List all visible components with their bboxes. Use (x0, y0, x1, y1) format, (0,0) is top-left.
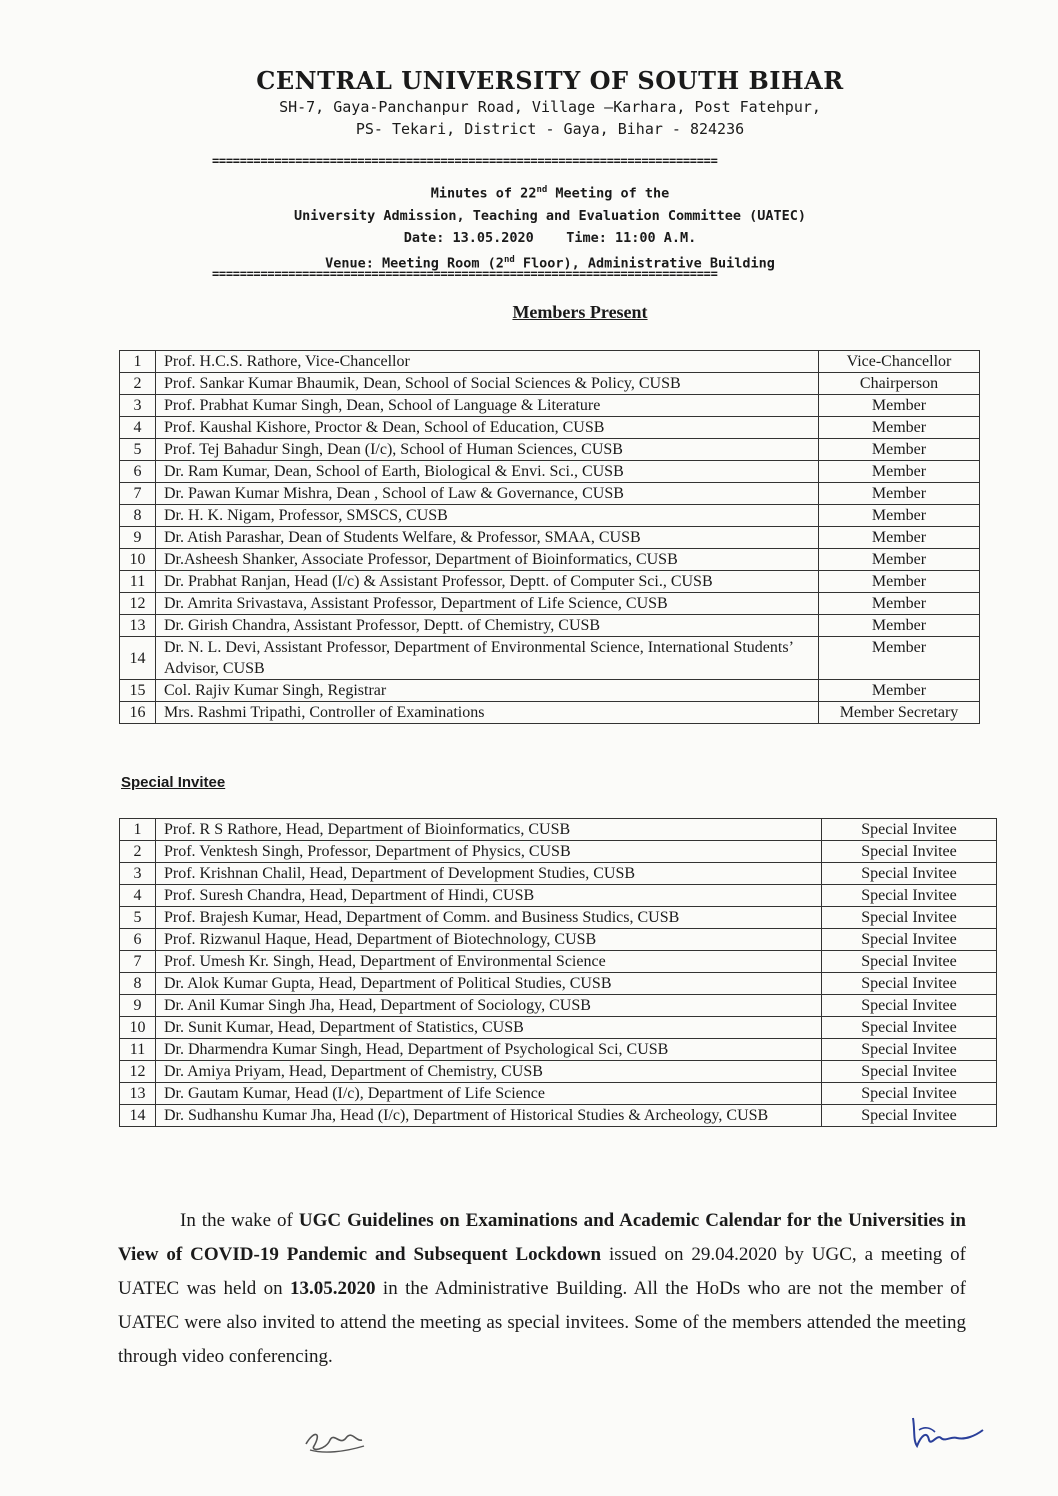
member-name: Col. Rajiv Kumar Singh, Registrar (156, 680, 819, 702)
member-serial: 4 (120, 417, 156, 439)
member-role: Member (819, 571, 980, 593)
invitee-name: Prof. Rizwanul Haque, Head, Department of Biotechnology, CUSB (156, 929, 822, 951)
member-serial: 16 (120, 702, 156, 724)
invitee-name: Prof. Suresh Chandra, Head, Department of Hindi, CUSB (156, 885, 822, 907)
member-name: Prof. Prabhat Kumar Singh, Dean, School of Language & Literature (156, 395, 819, 417)
member-serial: 5 (120, 439, 156, 461)
invitee-row (120, 1039, 997, 1061)
member-row (120, 702, 980, 724)
invitee-row (120, 885, 997, 907)
member-row (120, 461, 980, 483)
invitee-row (120, 819, 997, 841)
member-row (120, 417, 980, 439)
invitee-serial: 4 (120, 885, 156, 907)
invitee-serial: 3 (120, 863, 156, 885)
member-name: Dr. Atish Parashar, Dean of Students Welfare, & Professor, SMAA, CUSB (156, 527, 819, 549)
member-serial: 7 (120, 483, 156, 505)
member-role: Member (819, 593, 980, 615)
invitee-name: Dr. Gautam Kumar, Head (I/c), Department of Life Science (156, 1083, 822, 1105)
invitee-name: Dr. Anil Kumar Singh Jha, Head, Department of Sociology, CUSB (156, 995, 822, 1017)
members-table (119, 350, 980, 724)
invitee-row (120, 973, 997, 995)
member-name: Dr.Asheesh Shanker, Associate Professor, Department of Bioinformatics, CUSB (156, 549, 819, 571)
member-role: Member (819, 505, 980, 527)
invitee-name: Dr. Amiya Priyam, Head, Department of Chemistry, CUSB (156, 1061, 822, 1083)
member-row (120, 571, 980, 593)
member-name: Prof. H.C.S. Rathore, Vice-Chancellor (156, 351, 819, 373)
signature-right (905, 1410, 987, 1454)
member-serial: 3 (120, 395, 156, 417)
member-name: Mrs. Rashmi Tripathi, Controller of Examinations (156, 702, 819, 724)
invitee-serial: 10 (120, 1017, 156, 1039)
invitee-serial: 11 (120, 1039, 156, 1061)
member-serial: 1 (120, 351, 156, 373)
member-role: Member (819, 461, 980, 483)
member-row (120, 439, 980, 461)
member-serial: 13 (120, 615, 156, 637)
member-role: Member (819, 527, 980, 549)
invitee-serial: 8 (120, 973, 156, 995)
invitee-serial: 2 (120, 841, 156, 863)
invitee-serial: 9 (120, 995, 156, 1017)
letterhead (0, 66, 1058, 139)
member-role: Member (819, 395, 980, 417)
member-role: Member (819, 680, 980, 702)
invitee-name: Prof. Krishnan Chalil, Head, Department of Development Studies, CUSB (156, 863, 822, 885)
member-name: Dr. Pawan Kumar Mishra, Dean , School of Law & Governance, CUSB (156, 483, 819, 505)
invitee-name: Prof. Venktesh Singh, Professor, Department of Physics, CUSB (156, 841, 822, 863)
invitee-row (120, 863, 997, 885)
member-role: Member (819, 615, 980, 637)
invitee-role: Special Invitee (822, 1017, 997, 1039)
invitee-serial: 7 (120, 951, 156, 973)
member-serial: 6 (120, 461, 156, 483)
invitee-row (120, 1105, 997, 1127)
invitee-role: Special Invitee (822, 1061, 997, 1083)
invitee-role: Special Invitee (822, 1039, 997, 1061)
member-name: Dr. N. L. Devi, Assistant Professor, Department of Environmental Science, International Students’ Advisor, CUSB (156, 637, 819, 680)
member-serial: 14 (120, 637, 156, 680)
member-serial: 8 (120, 505, 156, 527)
member-name: Dr. H. K. Nigam, Professor, SMSCS, CUSB (156, 505, 819, 527)
invitee-row (120, 1083, 997, 1105)
member-name: Dr. Amrita Srivastava, Assistant Professor, Department of Life Science, CUSB (156, 593, 819, 615)
member-serial: 2 (120, 373, 156, 395)
invitee-name: Prof. Brajesh Kumar, Head, Department of Comm. and Business Studics, CUSB (156, 907, 822, 929)
invitee-serial: 1 (120, 819, 156, 841)
invitee-role: Special Invitee (822, 973, 997, 995)
invitee-row (120, 1061, 997, 1083)
initials-signature-left (300, 1420, 370, 1456)
member-row (120, 505, 980, 527)
invitee-name: Dr. Sudhanshu Kumar Jha, Head (I/c), Department of Historical Studies & Archeology, CUSB (156, 1105, 822, 1127)
member-role: Member Secretary (819, 702, 980, 724)
invitee-role: Special Invitee (822, 907, 997, 929)
invitee-role: Special Invitee (822, 885, 997, 907)
meeting-title: Minutes of 22nd Meeting of the (430, 185, 670, 202)
invitee-role: Special Invitee (822, 1105, 997, 1127)
invitee-name: Dr. Alok Kumar Gupta, Head, Department of Political Studies, CUSB (156, 973, 822, 995)
invitee-role: Special Invitee (822, 841, 997, 863)
member-role: Member (819, 637, 980, 680)
invitee-row (120, 929, 997, 951)
invitee-role: Special Invitee (822, 1083, 997, 1105)
member-role: Member (819, 417, 980, 439)
member-row (120, 395, 980, 417)
invitee-role: Special Invitee (822, 995, 997, 1017)
member-name: Dr. Prabhat Ranjan, Head (I/c) & Assistant Professor, Deptt. of Computer Sci., CUSB (156, 571, 819, 593)
member-row (120, 483, 980, 505)
invitee-serial: 12 (120, 1061, 156, 1083)
invitee-row (120, 841, 997, 863)
member-row (120, 527, 980, 549)
minutes-paragraph: In the wake of UGC Guidelines on Examinations and Academic Calendar for the Universities in View of COVID-19 Pandemic and Subsequent Lockdown issued on 29.04.2020 by UGC, a meeting of UATEC was held on 13.05.2020 in the Administrative Building. All the HoDs who are not the member of UATEC were also invited to attend the meeting as special invitees. Some of the members attended the meeting through video conferencing. (118, 1210, 966, 1367)
member-name: Prof. Sankar Kumar Bhaumik, Dean, School of Social Sciences & Policy, CUSB (156, 373, 819, 395)
invitee-row (120, 995, 997, 1017)
meeting-details (0, 179, 1058, 274)
member-name: Dr. Girish Chandra, Assistant Professor, Deptt. of Chemistry, CUSB (156, 615, 819, 637)
meeting-date-time: Date: 13.05.2020 Time: 11:00 A.M. (403, 229, 697, 246)
member-serial: 10 (120, 549, 156, 571)
member-row (120, 351, 980, 373)
invitee-serial: 14 (120, 1105, 156, 1127)
invitee-role: Special Invitee (822, 819, 997, 841)
member-name: Dr. Ram Kumar, Dean, School of Earth, Biological & Envi. Sci., CUSB (156, 461, 819, 483)
member-serial: 9 (120, 527, 156, 549)
invitee-role: Special Invitee (822, 929, 997, 951)
separator-rule-top: ========================================================================= (212, 155, 718, 167)
invitee-row (120, 951, 997, 973)
member-serial: 12 (120, 593, 156, 615)
member-row (120, 680, 980, 702)
invitee-name: Dr. Dharmendra Kumar Singh, Head, Department of Psychological Sci, CUSB (156, 1039, 822, 1061)
invitee-serial: 5 (120, 907, 156, 929)
invitee-name: Prof. R S Rathore, Head, Department of Bioinformatics, CUSB (156, 819, 822, 841)
address-line-1: SH-7, Gaya-Panchanpur Road, Village –Karhara, Post Fatehpur, (279, 98, 821, 116)
invitee-serial: 6 (120, 929, 156, 951)
member-name: Prof. Kaushal Kishore, Proctor & Dean, School of Education, CUSB (156, 417, 819, 439)
invitee-role: Special Invitee (822, 863, 997, 885)
invitee-row (120, 1017, 997, 1039)
member-row (120, 637, 980, 680)
invitee-name: Prof. Umesh Kr. Singh, Head, Department of Environmental Science (156, 951, 822, 973)
member-role: Member (819, 483, 980, 505)
member-row (120, 615, 980, 637)
committee-name: University Admission, Teaching and Evaluation Committee (UATEC) (293, 207, 807, 224)
university-name: CENTRAL UNIVERSITY OF SOUTH BIHAR (256, 66, 844, 95)
member-serial: 15 (120, 680, 156, 702)
special-invitee-table (119, 818, 997, 1127)
invitee-role: Special Invitee (822, 951, 997, 973)
member-role: Member (819, 549, 980, 571)
invitee-row (120, 907, 997, 929)
separator-rule-bottom: ========================================================================= (212, 268, 718, 280)
special-invitee-heading: Special Invitee (121, 774, 226, 791)
member-role: Chairperson (819, 373, 980, 395)
member-row (120, 593, 980, 615)
invitee-serial: 13 (120, 1083, 156, 1105)
member-role: Member (819, 439, 980, 461)
meeting-venue: Venue: Meeting Room (2nd Floor), Administrative Building (325, 254, 775, 271)
members-present-heading: Members Present (512, 302, 648, 322)
invitee-name: Dr. Sunit Kumar, Head, Department of Statistics, CUSB (156, 1017, 822, 1039)
member-row (120, 373, 980, 395)
address-line-2: PS- Tekari, District - Gaya, Bihar - 824236 (355, 120, 745, 138)
member-serial: 11 (120, 571, 156, 593)
member-role: Vice-Chancellor (819, 351, 980, 373)
member-row (120, 549, 980, 571)
member-name: Prof. Tej Bahadur Singh, Dean (I/c), School of Human Sciences, CUSB (156, 439, 819, 461)
